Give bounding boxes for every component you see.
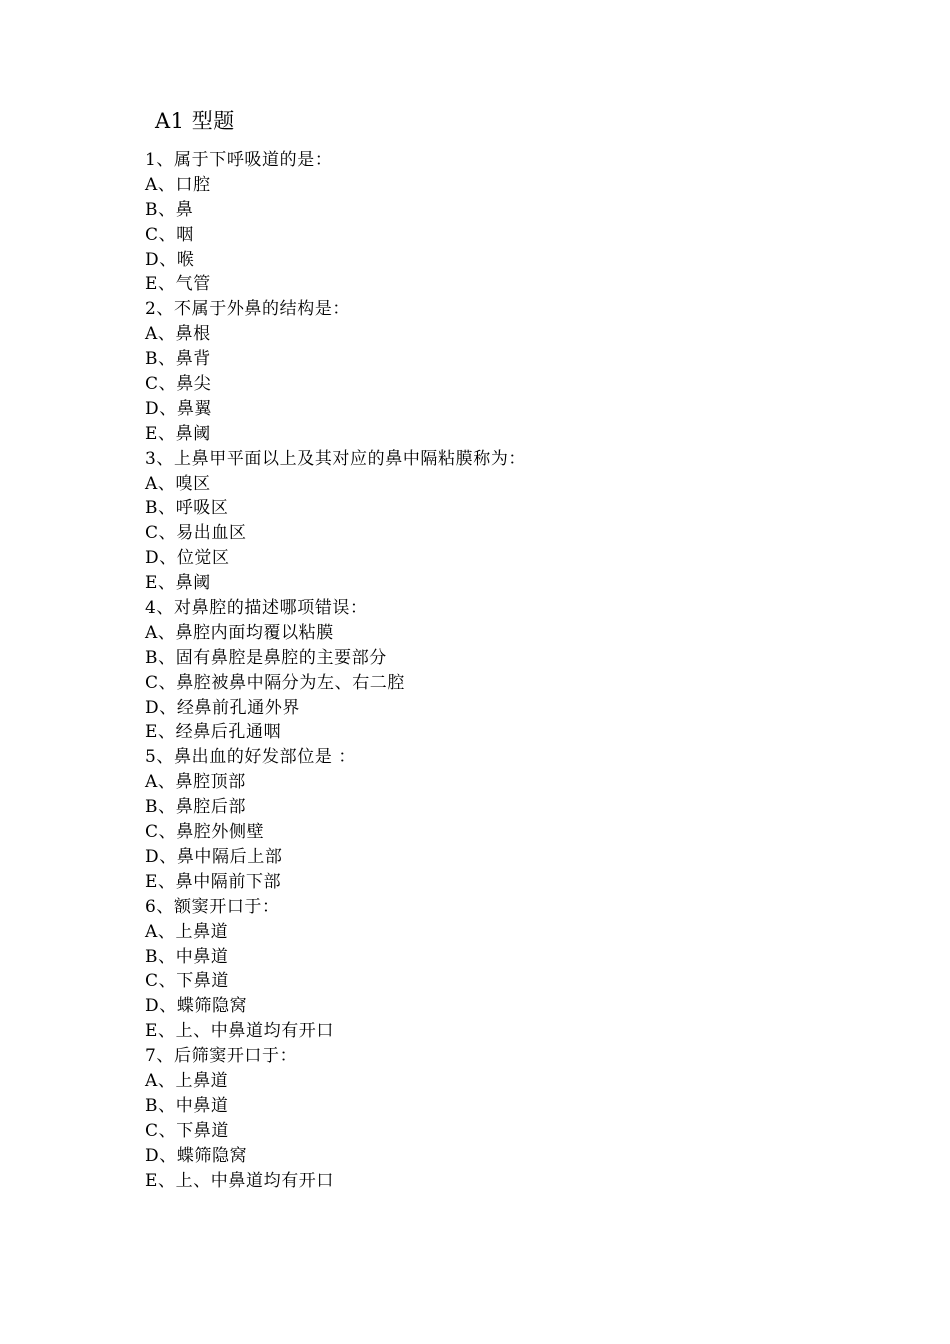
option-e: E、上、中鼻道均有开口 — [145, 1170, 335, 1191]
option-a: A、鼻腔顶部 — [145, 772, 246, 793]
question-5 — [145, 745, 526, 894]
option-e: E、鼻阈 — [145, 423, 211, 444]
question-6 — [145, 895, 526, 1044]
option-b: B、鼻腔后部 — [145, 797, 247, 818]
question-2 — [145, 297, 526, 446]
option-a: A、上鼻道 — [145, 1070, 229, 1091]
option-d: D、位觉区 — [145, 548, 230, 569]
page-title: A1 型题 — [155, 109, 235, 133]
question-stem: 3、上鼻甲平面以上及其对应的鼻中隔粘膜称为： — [145, 448, 527, 469]
question-1 — [145, 148, 526, 297]
option-c: C、下鼻道 — [145, 971, 230, 992]
option-b: B、鼻 — [145, 199, 194, 220]
option-d: D、鼻翼 — [145, 398, 213, 419]
option-d: D、蝶筛隐窝 — [145, 996, 248, 1017]
option-b: B、中鼻道 — [145, 946, 229, 967]
option-e: E、气管 — [145, 274, 211, 295]
option-c: C、咽 — [145, 224, 194, 245]
option-b: B、中鼻道 — [145, 1095, 229, 1116]
option-e: E、经鼻后孔通咽 — [145, 722, 282, 743]
option-c: C、易出血区 — [145, 523, 247, 544]
option-a: A、口腔 — [145, 174, 211, 195]
question-stem: 6、额窦开口于： — [145, 896, 280, 917]
option-c: C、鼻尖 — [145, 374, 212, 395]
option-c: C、鼻腔被鼻中隔分为左、右二腔 — [145, 672, 406, 693]
option-b: B、固有鼻腔是鼻腔的主要部分 — [145, 647, 387, 668]
option-e: E、上、中鼻道均有开口 — [145, 1021, 335, 1042]
option-e: E、鼻中隔前下部 — [145, 871, 282, 892]
option-e: E、鼻阈 — [145, 573, 211, 594]
option-a: A、鼻腔内面均覆以粘膜 — [145, 622, 334, 643]
question-7 — [145, 1044, 526, 1193]
question-stem: 5、鼻出血的好发部位是 ： — [145, 747, 357, 768]
option-c: C、下鼻道 — [145, 1120, 230, 1141]
question-stem: 2、不属于外鼻的结构是： — [145, 299, 351, 320]
question-4 — [145, 596, 526, 745]
option-b: B、鼻背 — [145, 349, 211, 370]
option-d: D、经鼻前孔通外界 — [145, 697, 301, 718]
option-a: A、嗅区 — [145, 473, 211, 494]
option-d: D、鼻中隔后上部 — [145, 846, 283, 867]
option-b: B、呼吸区 — [145, 498, 229, 519]
question-stem: 7、后筛窦开口于： — [145, 1046, 298, 1067]
option-c: C、鼻腔外侧壁 — [145, 822, 265, 843]
option-d: D、蝶筛隐窝 — [145, 1145, 248, 1166]
option-d: D、喉 — [145, 249, 195, 270]
question-stem: 4、对鼻腔的描述哪项错误： — [145, 598, 368, 619]
option-a: A、上鼻道 — [145, 921, 229, 942]
option-a: A、鼻根 — [145, 324, 211, 345]
question-3 — [145, 447, 526, 596]
question-list — [145, 148, 526, 1193]
question-stem: 1、属于下呼吸道的是： — [145, 150, 333, 170]
